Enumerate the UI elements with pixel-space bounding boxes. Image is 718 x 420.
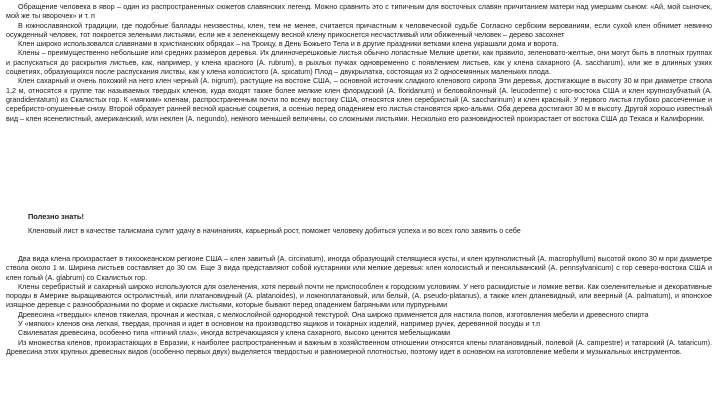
paragraph: В южнославянской традиции, где подобные баллады неизвестны, клен, тем не менее, считается причастным к человеческой судьбе Согласно сербским верованиям, если сухой клен обнимет невинно осужденный человек, тот покроется зелеными листьями, если же к зеленеющему весной клену прикоснется несчастливый или обиженный человек – дерево засохнет (6, 20, 712, 39)
useful-note (16, 212, 706, 235)
note-title: Полезно знать! (28, 212, 84, 221)
paragraph: Древесина «твердых» кленов тяжелая, прочная и жесткая, с мелкослойной однородной текстурой. Она широко применяется для настила полов, изготовления мебели и древесного спирта (18, 309, 649, 319)
paragraph: Из множества кленов, произрастающих в Евразии, к наиболее распространенным и важным в хозяйственном отношении относятся клены платановидный, полевой (A. campestre) и татарский (A. tataricum). Древесина этих крупных древесных видов (особенно первых двух) выделяется твердостью и равномерной плотностью, поэтому идет в основном на изготовление мебели и музыкальных инструментов. (6, 337, 712, 356)
paragraph: Свилеватая древесина, особенно типа «птичий глаз», иногда встречающаяся у клена сахарного, высоко ценится мебельщиками (18, 328, 451, 338)
paragraph: Клены серебристый и сахарный широко используются для озеленения, хотя первый почти не приспособлен к городским условиям. У него раскидистые и ломкие ветви. Как озеленительные и декоративные породы в Америке выращиваются остролистный, или платановидный (A. platanoides), и ложноплатановый, или белый, (A. pseudo-platanus), а также клен дланевидный, или веерный (A. palmatum), и японское изящное деревце с разнообразными по форме и окраске листьями, которые бывают перед опадением багряными или пурпурными (6, 281, 712, 310)
note-text: Кленовый лист в качестве талисмана сулит удачу в начинаниях, карьерный рост, поможет человеку добиться успеха и во всех голо заявить о себе (28, 226, 521, 235)
top-text-block (6, 2, 712, 123)
paragraph: Клен сахарный и очень похожий на него клен черный (A. nigrum), растущие на востоке США, – основной источник сладкого кленового сиропа Эти деревья, достигающие в высоту 30 м при диаметре ствола 1,2 м, относятся к группе так называемых твердых кленов, куда входят также более мелкие клен флоридский (A. floridanum) и беловойлочный (A. leucoderme) с юго-востока США и клен крупнозубчатый (A. grandidentatum) из Скалистых гор. К «мягким» кленам, распространенным почти по всему востоку США, относятся клен серебристый (A. saccharinum) и клен красный. У первого листья глубоко рассеченные и серебристо-опушенные снизу. Второй образует ранней весной красные соцветия, а осенью перед опадением его листья становятся ярко-алыми. Оба дерева достигают 30 м в высоту. Другой хорошо известный вид – клен ясенелистный, американский, или неклен (A. negundo), немного меньшей величины, со сложными листьями. Несколько его разновидностей произрастает от востока США до Техаса и Калифорнии. (6, 76, 712, 123)
bottom-text-block (6, 254, 712, 356)
paragraph: Обращение человека в явор – один из распространенных сюжетов славянских легенд. Можно сравнить это с типичным для восточных славян причитанием матери над умершим сыном: «Ай, мой сыночек, мой же ты яворочек» и т. п (6, 2, 712, 21)
paragraph: Клены – преимущественно небольшие или средних размеров деревья. Их длинночерешковые листья обычно лопастные Мелкие цветки, как правило, зеленовато-желтые, они могут быть в плотных группах и распускаться до раскрытия листьев, как, например, у клена красного (A. rubrum), в рыхлых пучках одновременно с появлением листьев, как у клена сахарного (A. saccharum), или же в длинных узких соцветиях, образующихся после распускания листвы, как у клена колосистого (A. spicatum) Плод – двукрылатка, состоящая из 2 односемянных маленьких плода. (6, 48, 712, 77)
paragraph: У «мягких» кленов она легкая, твердая, прочная и идет в основном на производство ящиков и токарных изделий, например ручек, деревянной посуды и т.п (18, 319, 541, 329)
paragraph: Клен широко использовался славянами в христианских обрядах – на Троицу, в День Божьего Тела и в другие праздники ветками клена украшали дома и ворота. (18, 39, 559, 49)
paragraph: Два вида клена произрастает в тихоокеанском регионе США – клен завитый (A. circinatum), иногда образующий стелящиеся кусты, и клен крупнолистный (A. macrophyllum) высотой около 30 м при диаметре ствола около 1 м. Ширина листьев составляет до 30 см. Еще 3 вида представляют собой кустарники или мелкие деревья: клен колосистый и пенсильванский (A. pennsylvanicum) с гор северо-востока США и клен голый (A. glabrum) со Скалистых гор. (6, 254, 712, 282)
